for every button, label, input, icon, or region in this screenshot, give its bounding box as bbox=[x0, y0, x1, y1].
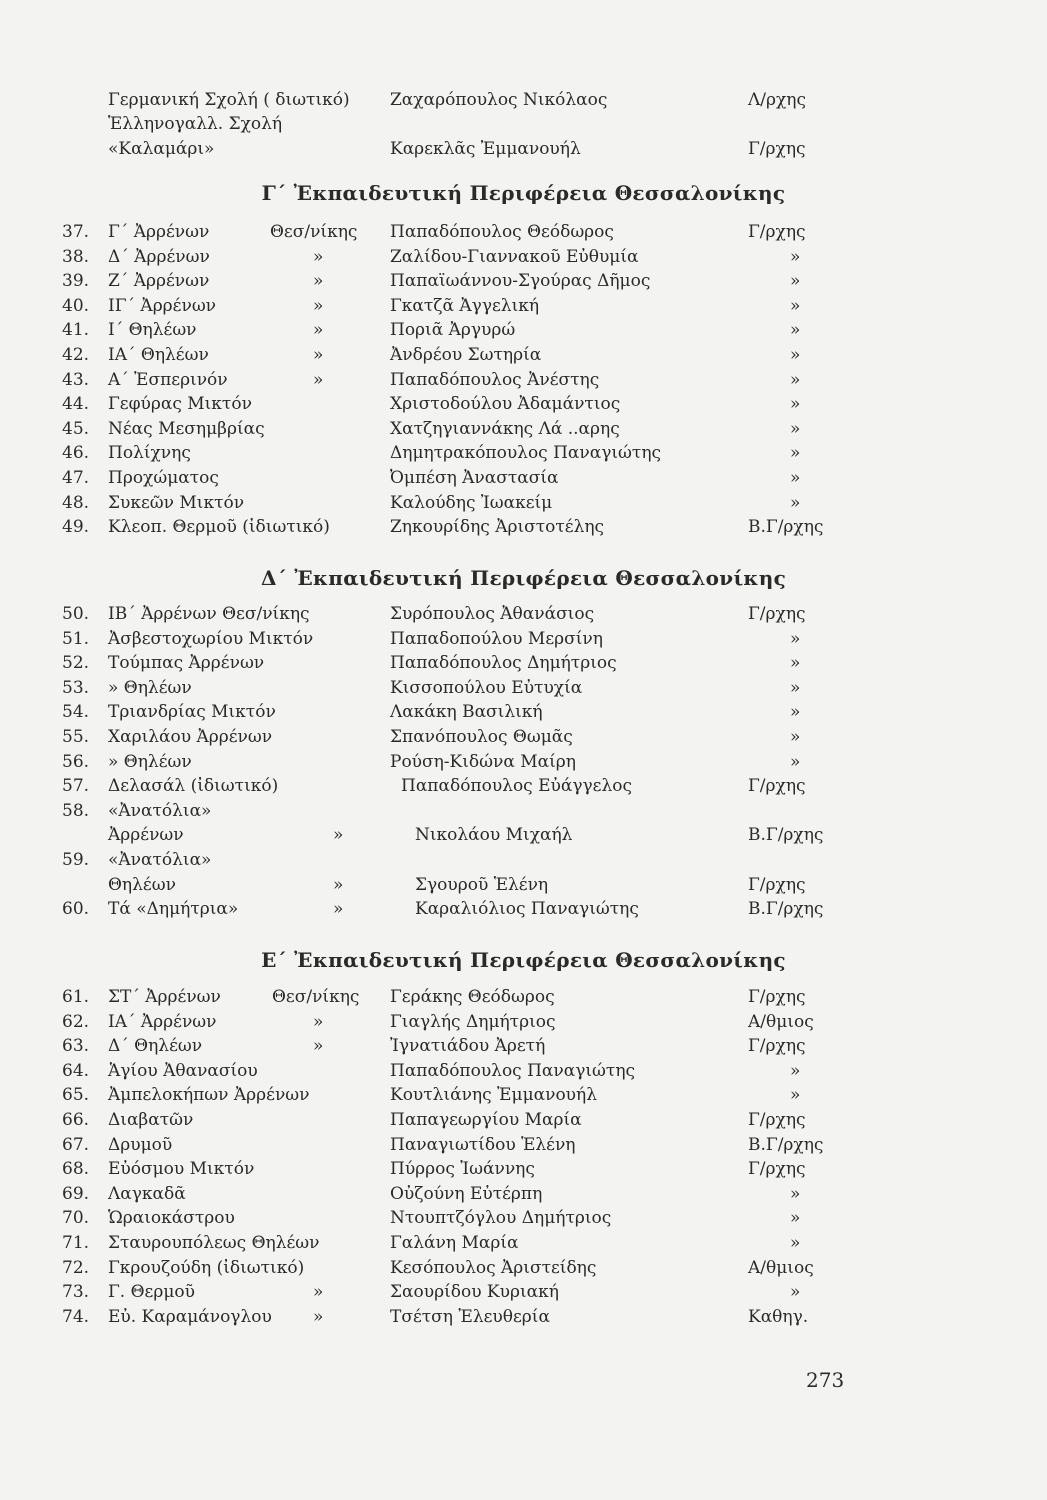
director-name: Ἰγνατιάδου Ἀρετή bbox=[390, 1036, 546, 1056]
director-name: Καλούδης Ἰωακείμ bbox=[390, 493, 553, 513]
director-name: Λακάκη Βασιλική bbox=[390, 702, 543, 722]
director-name: Παπαδόπουλος Θεόδωρος bbox=[390, 222, 614, 242]
school-name: Δ΄ Ἀρρένων bbox=[108, 247, 210, 267]
school-name: Εὐ. Καραμάνογλου bbox=[108, 1307, 272, 1327]
role: » bbox=[790, 727, 801, 747]
row-number: 59. bbox=[62, 850, 90, 870]
table-row bbox=[0, 368, 1047, 393]
row-number: 74. bbox=[62, 1307, 90, 1327]
director-name: Σπανόπουλος Θωμᾶς bbox=[390, 727, 573, 747]
role: Β.Γ/ρχης bbox=[748, 517, 824, 537]
section-heading: Ε΄ Ἐκπαιδευτική Περιφέρεια Θεσσαλονίκης bbox=[261, 948, 786, 972]
school-name: Σταυρουπόλεως Θηλέων bbox=[108, 1233, 320, 1253]
intro-row bbox=[0, 88, 1047, 113]
role: Γ/ρχης bbox=[748, 1036, 806, 1056]
role: » bbox=[790, 1061, 801, 1081]
row-number: 48. bbox=[62, 493, 90, 513]
role: Λ/ρχης bbox=[748, 90, 807, 110]
role: » bbox=[790, 247, 801, 267]
role: » bbox=[790, 1233, 801, 1253]
role: » bbox=[790, 493, 801, 513]
role: Γ/ρχης bbox=[748, 1110, 806, 1130]
row-number: 56. bbox=[62, 752, 90, 772]
role: » bbox=[790, 394, 801, 414]
school-name: ΙΑ΄ Θηλέων bbox=[108, 345, 209, 365]
school-name: » Θηλέων bbox=[108, 752, 192, 772]
director-name: Παπαδόπουλος Ἀνέστης bbox=[390, 370, 600, 390]
table-row bbox=[0, 873, 1047, 898]
city-qualifier: » bbox=[313, 1307, 324, 1327]
city-qualifier: » bbox=[313, 320, 324, 340]
role: » bbox=[790, 1208, 801, 1228]
director-name: Παπαδόπουλος Παναγιώτης bbox=[390, 1061, 636, 1081]
city-qualifier: » bbox=[313, 1282, 324, 1302]
city-qualifier: » bbox=[333, 899, 344, 919]
table-row bbox=[0, 1305, 1047, 1330]
row-number: 47. bbox=[62, 468, 90, 488]
director-name: Κεσόπουλος Ἀριστείδης bbox=[390, 1258, 597, 1278]
table-row bbox=[0, 515, 1047, 540]
table-row bbox=[0, 1182, 1047, 1207]
director-name: Ἀνδρέου Σωτηρία bbox=[390, 345, 542, 365]
role: » bbox=[790, 629, 801, 649]
director-name: Συρόπουλος Ἀθανάσιος bbox=[390, 604, 595, 624]
city-qualifier: » bbox=[313, 1036, 324, 1056]
school-name: Ι΄ Θηλέων bbox=[108, 320, 197, 340]
city-qualifier: » bbox=[313, 370, 324, 390]
row-number: 70. bbox=[62, 1208, 90, 1228]
row-number: 69. bbox=[62, 1184, 90, 1204]
school-name: Νέας Μεσημβρίας bbox=[108, 419, 265, 439]
intro-row bbox=[0, 137, 1047, 162]
school-name: Α΄ Ἑσπερινόν bbox=[108, 370, 228, 390]
school-name: Ζ΄ Ἀρρένων bbox=[108, 271, 210, 291]
role: Γ/ρχης bbox=[748, 776, 806, 796]
row-number: 49. bbox=[62, 517, 90, 537]
director-name: Παπαδόπουλος Εὐάγγελος bbox=[401, 776, 632, 796]
row-number: 37. bbox=[62, 222, 90, 242]
director-name: Παπαδοπούλου Μερσίνη bbox=[390, 629, 603, 649]
row-number: 55. bbox=[62, 727, 90, 747]
city-qualifier: » bbox=[313, 1012, 324, 1032]
row-number: 44. bbox=[62, 394, 90, 414]
school-name: Χαριλάου Ἀρρένων bbox=[108, 727, 273, 747]
row-number: 45. bbox=[62, 419, 90, 439]
table-row bbox=[0, 725, 1047, 750]
intro-row bbox=[0, 112, 1047, 137]
director-name: Δημητρακόπουλος Παναγιώτης bbox=[390, 443, 662, 463]
table-row bbox=[0, 220, 1047, 245]
table-row bbox=[0, 1083, 1047, 1108]
table-row bbox=[0, 1157, 1047, 1182]
table-row bbox=[0, 417, 1047, 442]
director-name: Ὀμπέση Ἀναστασία bbox=[390, 468, 559, 488]
row-number: 66. bbox=[62, 1110, 90, 1130]
table-row bbox=[0, 1231, 1047, 1256]
table-row bbox=[0, 823, 1047, 848]
row-number: 51. bbox=[62, 629, 90, 649]
row-number: 72. bbox=[62, 1258, 90, 1278]
city-qualifier: Θεσ/νίκης bbox=[272, 987, 360, 1007]
table-row bbox=[0, 676, 1047, 701]
director-name: Ζηκουρίδης Ἀριστοτέλης bbox=[390, 517, 605, 537]
role: » bbox=[790, 271, 801, 291]
role: » bbox=[790, 419, 801, 439]
row-number: 40. bbox=[62, 296, 90, 316]
school-name: Ἀρρένων bbox=[108, 825, 184, 845]
school-name: Τριανδρίας Μικτόν bbox=[108, 702, 276, 722]
school-name: Ἀσβεστοχωρίου Μικτόν bbox=[108, 629, 314, 649]
role: Β.Γ/ρχης bbox=[748, 1135, 824, 1155]
director-name: Ζαχαρόπουλος Νικόλαος bbox=[390, 90, 608, 110]
table-row bbox=[0, 799, 1047, 824]
school-name: Δρυμοῦ bbox=[108, 1135, 173, 1155]
table-row bbox=[0, 985, 1047, 1010]
role: » bbox=[790, 296, 801, 316]
city-qualifier: » bbox=[333, 825, 344, 845]
director-name: Γκατζᾶ Ἀγγελική bbox=[390, 296, 540, 316]
row-number: 64. bbox=[62, 1061, 90, 1081]
table-row bbox=[0, 1133, 1047, 1158]
school-name: ΣΤ΄ Ἀρρένων bbox=[108, 987, 221, 1007]
table-row bbox=[0, 627, 1047, 652]
row-number: 39. bbox=[62, 271, 90, 291]
row-number: 65. bbox=[62, 1085, 90, 1105]
school-name: Ἑλληνογαλλ. Σχολή bbox=[108, 114, 283, 134]
school-name: Τά «Δημήτρια» bbox=[108, 899, 239, 919]
school-name: Γ΄ Ἀρρένων bbox=[108, 222, 210, 242]
row-number: 53. bbox=[62, 678, 90, 698]
school-name: Προχώματος bbox=[108, 468, 219, 488]
role: Γ/ρχης bbox=[748, 987, 806, 1007]
table-row bbox=[0, 466, 1047, 491]
school-name: Λαγκαδᾶ bbox=[108, 1184, 186, 1204]
director-name: Καρεκλᾶς Ἐμμανουήλ bbox=[390, 139, 581, 159]
row-number: 38. bbox=[62, 247, 90, 267]
city-qualifier: » bbox=[313, 345, 324, 365]
director-name: Κουτλιάνης Ἐμμανουήλ bbox=[390, 1085, 597, 1105]
director-name: Γεράκης Θεόδωρος bbox=[390, 987, 555, 1007]
section-heading: Γ΄ Ἐκπαιδευτική Περιφέρεια Θεσσαλονίκης bbox=[261, 181, 786, 205]
row-number: 41. bbox=[62, 320, 90, 340]
section-heading: Δ΄ Ἐκπαιδευτική Περιφέρεια Θεσσαλονίκης bbox=[260, 566, 787, 590]
table-row bbox=[0, 750, 1047, 775]
role: Γ/ρχης bbox=[748, 139, 806, 159]
role: » bbox=[790, 752, 801, 772]
school-name: ΙΓ΄ Ἀρρένων bbox=[108, 296, 217, 316]
row-number: 46. bbox=[62, 443, 90, 463]
row-number: 73. bbox=[62, 1282, 90, 1302]
table-row bbox=[0, 1059, 1047, 1084]
table-row bbox=[0, 1108, 1047, 1133]
role: Α/θμιος bbox=[748, 1258, 814, 1278]
role: Γ/ρχης bbox=[748, 604, 806, 624]
director-name: Παναγιωτίδου Ἑλένη bbox=[390, 1135, 576, 1155]
city-qualifier: » bbox=[313, 296, 324, 316]
school-name: Διαβατῶν bbox=[108, 1110, 194, 1130]
row-number: 71. bbox=[62, 1233, 90, 1253]
director-name: Καραλιόλιος Παναγιώτης bbox=[415, 899, 639, 919]
director-name: Γαλάνη Μαρία bbox=[390, 1233, 519, 1253]
school-name: «Καλαμάρι» bbox=[108, 139, 215, 159]
director-name: Παπαγεωργίου Μαρία bbox=[390, 1110, 582, 1130]
city-qualifier: » bbox=[333, 875, 344, 895]
director-name: Ντουπτζόγλου Δημήτριος bbox=[390, 1208, 612, 1228]
city-qualifier: Θεσ/νίκης bbox=[270, 222, 358, 242]
table-row bbox=[0, 774, 1047, 799]
director-name: Χατζηγιαννάκης Λά ..αρης bbox=[390, 419, 620, 439]
director-name: Κισσοπούλου Εὐτυχία bbox=[390, 678, 583, 698]
table-row bbox=[0, 318, 1047, 343]
role: » bbox=[790, 678, 801, 698]
school-name: Συκεῶν Μικτόν bbox=[108, 493, 245, 513]
role: » bbox=[790, 443, 801, 463]
role: » bbox=[790, 468, 801, 488]
role: » bbox=[790, 370, 801, 390]
director-name: Σαουρίδου Κυριακή bbox=[390, 1282, 559, 1302]
school-name: Δ΄ Θηλέων bbox=[108, 1036, 203, 1056]
table-row bbox=[0, 245, 1047, 270]
row-number: 42. bbox=[62, 345, 90, 365]
school-name: «Ἀνατόλια» bbox=[108, 850, 212, 870]
row-number: 67. bbox=[62, 1135, 90, 1155]
row-number: 54. bbox=[62, 702, 90, 722]
school-name: Τούμπας Ἀρρένων bbox=[108, 653, 265, 673]
director-name: Πoριᾶ Ἀργυρώ bbox=[390, 320, 516, 340]
row-number: 58. bbox=[62, 801, 90, 821]
table-row bbox=[0, 294, 1047, 319]
role: » bbox=[790, 1184, 801, 1204]
row-number: 43. bbox=[62, 370, 90, 390]
table-row bbox=[0, 1010, 1047, 1035]
row-number: 63. bbox=[62, 1036, 90, 1056]
role: Β.Γ/ρχης bbox=[748, 899, 824, 919]
school-name: Ἀμπελοκήπων Ἀρρένων bbox=[108, 1085, 310, 1105]
role: » bbox=[790, 1085, 801, 1105]
role: Β.Γ/ρχης bbox=[748, 825, 824, 845]
table-row bbox=[0, 269, 1047, 294]
city-qualifier: » bbox=[313, 247, 324, 267]
director-name: Παπαδόπουλος Δημήτριος bbox=[390, 653, 617, 673]
school-name: Δελασάλ (ἰδιωτικό) bbox=[108, 776, 279, 796]
role: » bbox=[790, 702, 801, 722]
role: Καθηγ. bbox=[748, 1307, 809, 1327]
school-name: Γερμανική Σχολή ( διωτικό) bbox=[108, 90, 350, 110]
table-row bbox=[0, 1206, 1047, 1231]
school-name: Γεφύρας Μικτόν bbox=[108, 394, 252, 414]
school-name: » Θηλέων bbox=[108, 678, 192, 698]
row-number: 61. bbox=[62, 987, 90, 1007]
row-number: 52. bbox=[62, 653, 90, 673]
director-name: Γιαγλής Δημήτριος bbox=[390, 1012, 556, 1032]
table-row bbox=[0, 602, 1047, 627]
role: » bbox=[790, 320, 801, 340]
director-name: Ζαλίδου-Γιαννακοῦ Εὐθυμία bbox=[390, 247, 639, 267]
school-name: «Ἀνατόλια» bbox=[108, 801, 212, 821]
school-name: Πολίχνης bbox=[108, 443, 191, 463]
director-name: Πύρρος Ἰωάννης bbox=[390, 1159, 535, 1179]
role: Γ/ρχης bbox=[748, 1159, 806, 1179]
director-name: Σγουροῦ Ἑλένη bbox=[415, 875, 549, 895]
table-row bbox=[0, 1280, 1047, 1305]
table-row bbox=[0, 1034, 1047, 1059]
role: Γ/ρχης bbox=[748, 222, 806, 242]
table-row bbox=[0, 700, 1047, 725]
page-number: 273 bbox=[806, 1368, 845, 1392]
row-number: 57. bbox=[62, 776, 90, 796]
school-name: ΙΒ΄ Ἀρρένων Θεσ/νίκης bbox=[108, 604, 310, 624]
director-name: Οὐζούνη Εὐτέρπη bbox=[390, 1184, 543, 1204]
role: Γ/ρχης bbox=[748, 875, 806, 895]
role: » bbox=[790, 653, 801, 673]
table-row bbox=[0, 1256, 1047, 1281]
school-name: Γ. Θερμοῦ bbox=[108, 1282, 195, 1302]
role: » bbox=[790, 1282, 801, 1302]
row-number: 50. bbox=[62, 604, 90, 624]
table-row bbox=[0, 441, 1047, 466]
school-name: Ὡραιοκάστρου bbox=[108, 1208, 235, 1228]
role: Α/θμιος bbox=[748, 1012, 814, 1032]
school-name: ΙΑ΄ Ἀρρένων bbox=[108, 1012, 217, 1032]
school-name: Εὐόσμου Μικτόν bbox=[108, 1159, 255, 1179]
role: » bbox=[790, 345, 801, 365]
row-number: 62. bbox=[62, 1012, 90, 1032]
school-name: Ἁγίου Ἀθανασίου bbox=[108, 1061, 258, 1081]
director-name: Τσέτση Ἐλευθερία bbox=[390, 1307, 550, 1327]
school-name: Θηλέων bbox=[108, 875, 176, 895]
table-row bbox=[0, 651, 1047, 676]
row-number: 60. bbox=[62, 899, 90, 919]
city-qualifier: » bbox=[313, 271, 324, 291]
director-name: Νικολάου Μιχαήλ bbox=[415, 825, 573, 845]
director-name: Ρούση-Κιδώνα Μαίρη bbox=[390, 752, 576, 772]
table-row bbox=[0, 897, 1047, 922]
director-name: Χριστοδούλου Ἀδαμάντιος bbox=[390, 394, 621, 414]
director-name: Παπαϊωάννου-Σγούρας Δῆμος bbox=[390, 271, 651, 291]
row-number: 68. bbox=[62, 1159, 90, 1179]
school-name: Γκρουζούδη (ἰδιωτικό) bbox=[108, 1258, 305, 1278]
table-row bbox=[0, 848, 1047, 873]
table-row bbox=[0, 392, 1047, 417]
table-row bbox=[0, 491, 1047, 516]
table-row bbox=[0, 343, 1047, 368]
school-name: Κλεοπ. Θερμοῦ (ἰδιωτικό) bbox=[108, 517, 330, 537]
